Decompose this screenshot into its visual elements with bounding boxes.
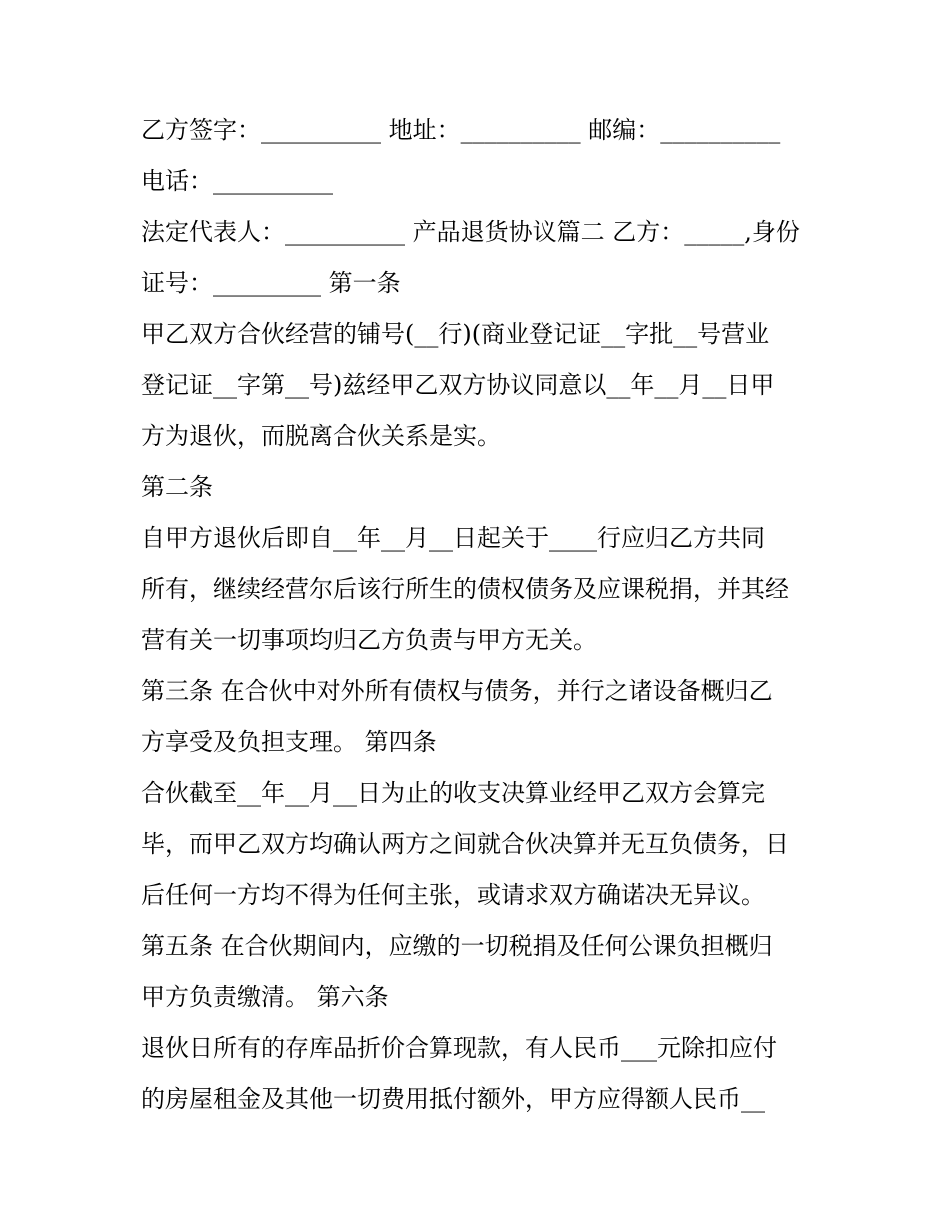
article-heading: 第二条 (141, 473, 213, 501)
text-line: 方为退伙，而脱离合伙关系是实。 (141, 422, 501, 450)
text-line: 退伙日所有的存库品折价合算现款，有人民币___元除扣应付 (141, 1034, 777, 1062)
text-line: 乙方签字：__________ 地址：__________ 邮编：__________ (141, 116, 781, 144)
text-line: 合伙截至__年__月__日为止的收支决算业经甲乙双方会算完 (141, 779, 765, 807)
text-line: 电话：__________ (141, 167, 333, 195)
text-line: 后任何一方均不得为任何主张，或请求双方确诺决无异议。 (141, 881, 765, 909)
text-line: 自甲方退伙后即自__年__月__日起关于____行应归乙方共同 (141, 524, 765, 552)
text-line: 甲乙双方合伙经营的铺号(__行)(商业登记证__字批__号营业 (141, 320, 770, 348)
text-line: 第三条 在合伙中对外所有债权与债务，并行之诸设备概归乙 (141, 677, 773, 705)
document-body (141, 105, 821, 1125)
text-line: 方享受及负担支理。 第四条 (141, 728, 437, 756)
text-line: 登记证__字第__号)兹经甲乙双方协议同意以__年__月__日甲 (141, 371, 775, 399)
text-line: 营有关一切事项均归乙方负责与甲方无关。 (141, 626, 597, 654)
text-line: 第五条 在合伙期间内，应缴的一切税捐及任何公课负担概归 (141, 932, 773, 960)
text-line: 所有，继续经营尔后该行所生的债权债务及应课税捐，并其经 (141, 575, 789, 603)
text-line: 毕，而甲乙双方均确认两方之间就合伙决算并无互负债务，日 (141, 830, 789, 858)
text-line: 的房屋租金及其他一切费用抵付额外，甲方应得额人民币__ (141, 1085, 765, 1113)
text-line: 法定代表人：__________ 产品退货协议篇二 乙方：_____,身份 (141, 218, 800, 246)
text-line: 证号：_________ 第一条 (141, 269, 401, 297)
text-line: 甲方负责缴清。 第六条 (141, 983, 389, 1011)
